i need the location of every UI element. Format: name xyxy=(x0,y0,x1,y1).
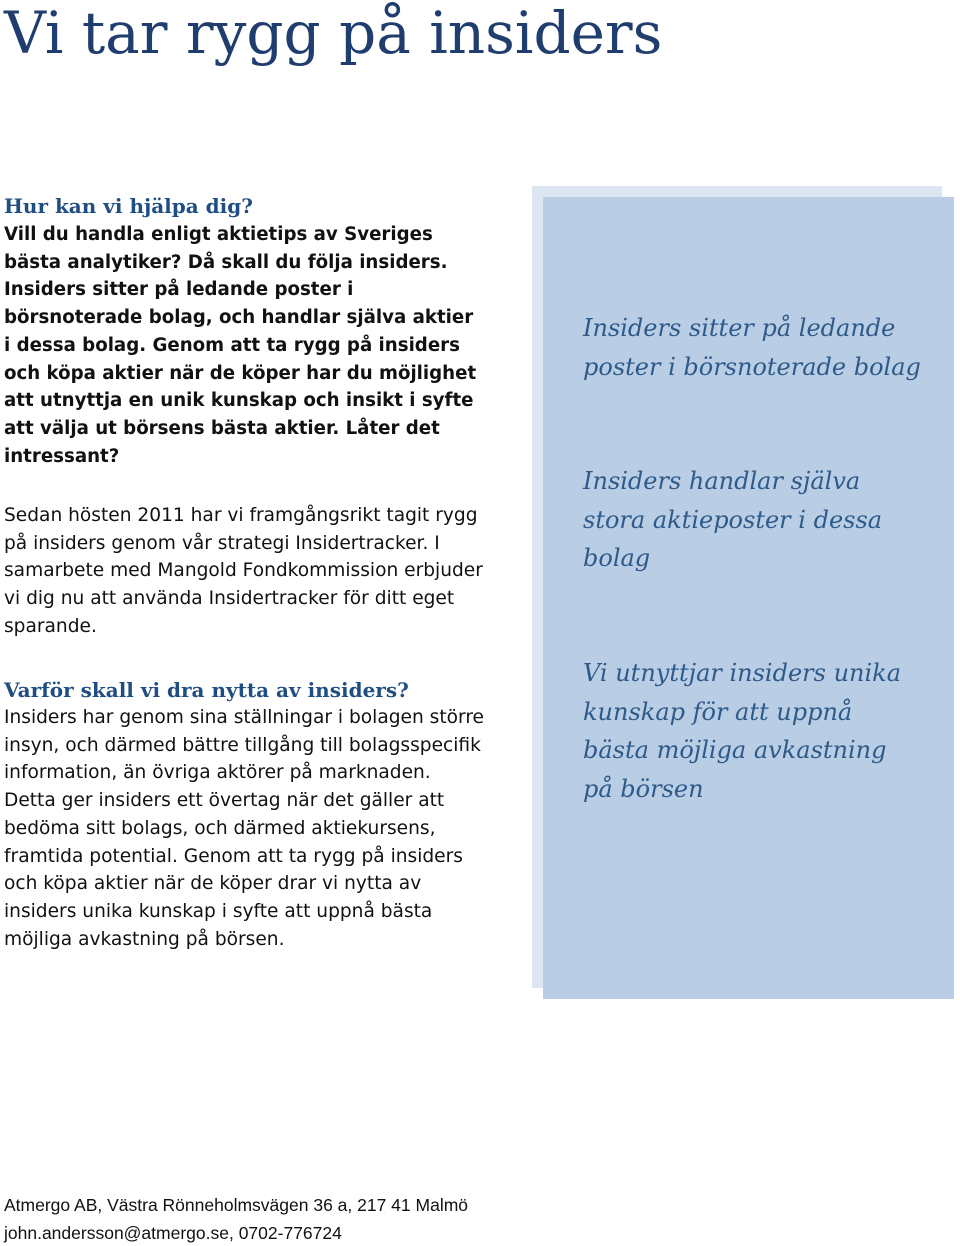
why-paragraph: Insiders har genom sina ställningar i bolagen större insyn, och därmed bättre tillgång till bolagsspecifik information, än övriga aktörer på marknaden. Detta ger insiders ett övertag när det gäller att bedöma sitt bolags, och därmed aktiekursens, framtida potential. Genom att ta rygg på insiders och köpa aktier när de köper drar vi nytta av insiders unika kunskap i syfte att uppnå bästa möjliga avkastning på börsen. xyxy=(4,707,484,950)
page-title: Vi tar rygg på insiders xyxy=(4,0,663,67)
footer-address: Atmergo AB, Västra Rönneholmsvägen 36 a, 217 41 Malmö xyxy=(4,1195,469,1215)
section-heading-why: Varför skall vi dra nytta av insiders? xyxy=(4,678,409,702)
footer-contact: john.andersson@atmergo.se, 0702-776724 xyxy=(4,1223,342,1243)
intro-paragraph: Vill du handla enligt aktietips av Sveriges bästa analytiker? Då skall du följa insiders. Insiders sitter på ledande poster i börsnoterade bolag, och handlar själva aktier i dessa bolag. Genom att ta rygg på insiders och köpa aktier när de köper har du möjlighet att utnyttja en unik kunskap och insikt i syfte att välja ut börsens bästa aktier. Låter det intressant? xyxy=(4,224,477,467)
strategy-paragraph: Sedan hösten 2011 har vi framgångsrikt tagit rygg på insiders genom vår strategi Insidertracker. I samarbete med Mangold Fondkommission erbjuder vi dig nu att använda Insidertracker för ditt eget sparande. xyxy=(4,505,483,637)
sidebar-panel xyxy=(543,197,954,999)
sidebar-quote: Insiders handlar själva stora aktieposter i dessa bolag xyxy=(583,467,883,572)
sidebar-quote: Vi utnyttjar insiders unika kunskap för att uppnå bästa möjliga avkastning på börsen xyxy=(583,659,902,803)
section-heading-help: Hur kan vi hjälpa dig? xyxy=(4,194,253,218)
sidebar-quote: Insiders sitter på ledande poster i börsnoterade bolag xyxy=(583,314,921,381)
